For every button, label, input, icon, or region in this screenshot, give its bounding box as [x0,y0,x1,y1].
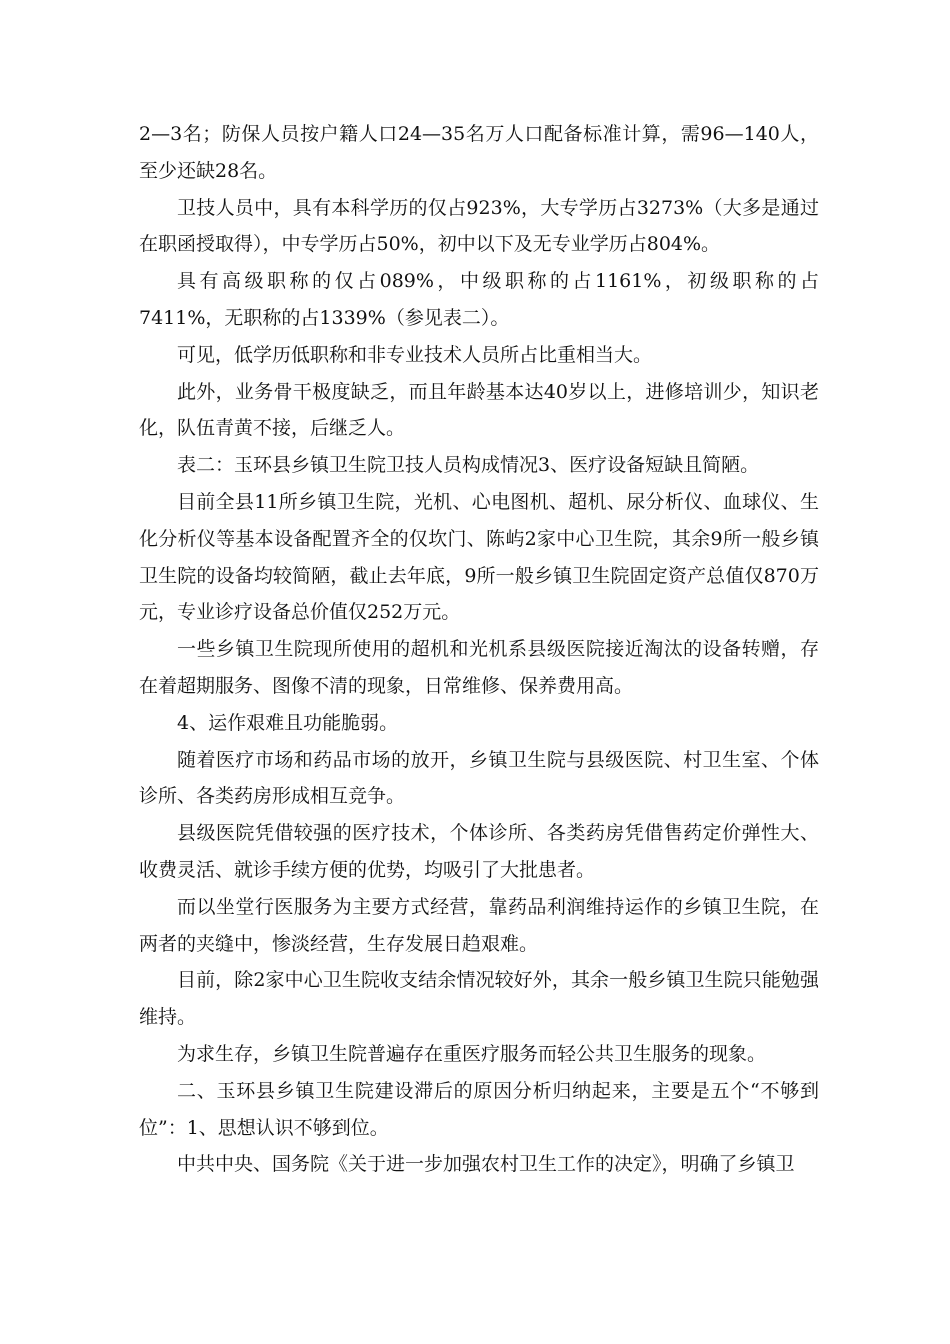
paragraph-township-struggle: 而以坐堂行医服务为主要方式经营，靠药品利润维持运作的乡镇卫生院，在两者的夹缝中，惨淡经营，生存发展日趋艰难。 [139,895,819,955]
paragraph-staff-shortage: 此外，业务骨干极度缺乏，而且年龄基本达40岁以上，进修培训少，知识老化，队伍青黄不接，后继乏人。 [139,380,819,440]
paragraph-education-stats: 卫技人员中，具有本科学历的仅占923%，大专学历占3273%（大多是通过在职函授取得），中专学历占50%，初中以下及无专业学历占804%。 [139,196,819,256]
section-heading-causes: 二、玉环县乡镇卫生院建设滞后的原因分析归纳起来，主要是五个“不够到位”：1、思想认识不够到位。 [139,1079,819,1139]
paragraph-market-competition: 随着医疗市场和药品市场的放开，乡镇卫生院与县级医院、村卫生室、个体诊所、各类药房形成相互竞争。 [139,748,819,808]
section-heading-operations: 4、运作艰难且功能脆弱。 [177,711,399,734]
paragraph-table-caption: 表二：玉环县乡镇卫生院卫技人员构成情况3、医疗设备短缺且简陋。 [177,454,760,477]
paragraph-equipment-donation: 一些乡镇卫生院现所使用的超机和光机系县级医院接近淘汰的设备转赠，存在着超期服务、图像不清的现象，日常维修、保养费用高。 [139,638,819,697]
paragraph-title-stats: 具有高级职称的仅占089%，中级职称的占1161%，初级职称的占7411%，无职称的占1339%（参见表二）。 [139,270,819,329]
paragraph-conclusion: 可见，低学历低职称和非专业技术人员所占比重相当大。 [177,343,653,366]
paragraph-continuation: 2—3名；防保人员按户籍人口24—35名万人口配备标准计算，需96—140人，至少还缺28名。 [139,123,819,182]
paragraph-county-hospitals: 县级医院凭借较强的医疗技术，个体诊所、各类药房凭借售药定价弹性大、收费灵活、就诊手续方便的优势，均吸引了大批患者。 [139,822,819,881]
paragraph-equipment: 目前全县11所乡镇卫生院，光机、心电图机、超机、尿分析仪、血球仪、生化分析仪等基本设备配置齐全的仅坎门、陈屿2家中心卫生院，其余9所一般乡镇卫生院的设备均较简陋，截止去年底，9所一般乡镇卫生院固定资产总值仅870万元，专业诊疗设备总价值仅252万元。 [139,490,819,624]
paragraph-survival: 为求生存，乡镇卫生院普遍存在重医疗服务而轻公共卫生服务的现象。 [177,1042,767,1065]
paragraph-policy: 中共中央、国务院《关于进一步加强农村卫生工作的决定》，明确了乡镇卫 [177,1153,795,1176]
paragraph-finances: 目前，除2家中心卫生院收支结余情况较好外，其余一般乡镇卫生院只能勉强维持。 [139,969,819,1029]
document-body [139,116,819,1183]
